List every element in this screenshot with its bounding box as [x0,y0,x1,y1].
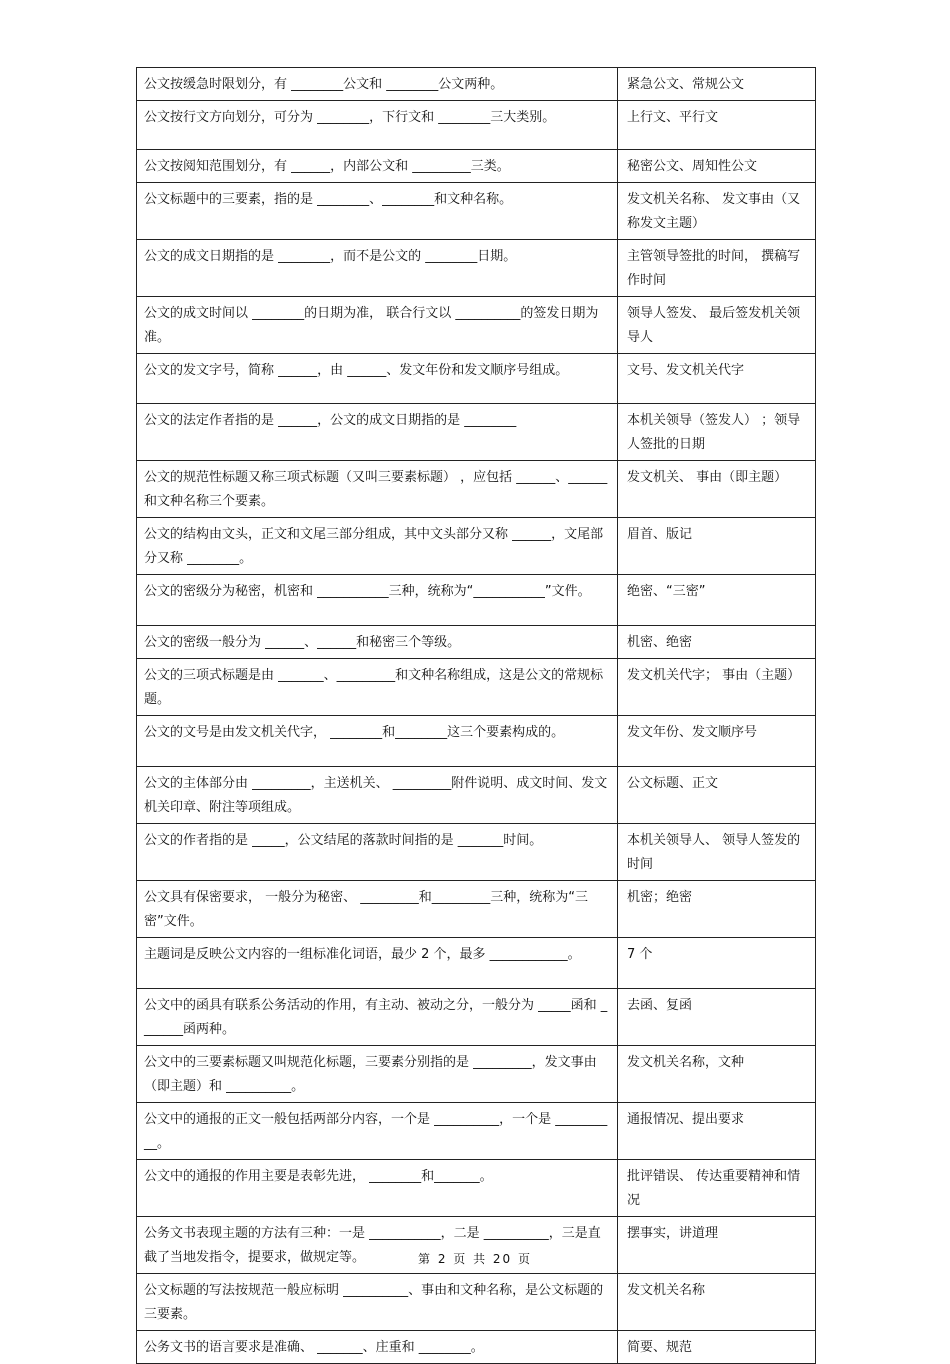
question-cell: 公文的法定作者指的是 ______，公文的成文日期指的是 ________ [137,404,618,461]
answer-cell: 批评错误、 传达重要精神和情况 [618,1160,816,1217]
answer-cell: 公文标题、正文 [618,767,816,824]
answer-cell: 上行文、平行文 [618,101,816,150]
question-cell: 公文的主体部分由 _________，主送机关、 _________附件说明、成文时间、发文机关印章、附注等项组成。 [137,767,618,824]
question-cell: 公文的作者指的是 _____，公文结尾的落款时间指的是 _______时间。 [137,824,618,881]
answer-cell: 发文机关名称、 发文事由（又称发文主题） [618,183,816,240]
table-row [137,518,816,575]
answer-cell: 秘密公文、周知性公文 [618,150,816,183]
table-row [137,461,816,518]
table-row [137,297,816,354]
table-row [137,767,816,824]
answer-cell: 发文机关、 事由（即主题） [618,461,816,518]
table-row [137,101,816,150]
table-row [137,1046,816,1103]
answer-cell: 摆事实，讲道理 [618,1217,816,1274]
question-cell: 公文的文号是由发文机关代字， ________和________这三个要素构成的。 [137,716,618,767]
answer-cell: 本机关领导（签发人） ；领导人签批的日期 [618,404,816,461]
answer-cell: 简要、规范 [618,1331,816,1364]
question-cell: 公务文书的语言要求是准确、 _______、庄重和 ________。 [137,1331,618,1364]
question-cell: 公文按行文方向划分，可分为 ________，下行文和 ________三大类别。 [137,101,618,150]
answer-cell: 通报情况、提出要求 [618,1103,816,1160]
table-row [137,881,816,938]
question-cell: 公文标题的写法按规范一般应标明 __________、事由和文种名称，是公文标题的三要素。 [137,1274,618,1331]
answer-cell: 紧急公文、常规公文 [618,68,816,101]
answer-cell: 发文机关名称 [618,1274,816,1331]
question-cell: 公文的规范性标题又称三项式标题（又叫三要素标题） ，应包括 ______、______和文种名称三个要素。 [137,461,618,518]
question-cell: 公文按缓急时限划分，有 ________公文和 ________公文两种。 [137,68,618,101]
answer-cell: 机密；绝密 [618,881,816,938]
table-row [137,824,816,881]
table-row [137,938,816,989]
question-cell: 主题词是反映公文内容的一组标准化词语，最少 2 个，最多 ____________。 [137,938,618,989]
question-cell: 公务文书表现主题的方法有三种：一是 ___________，二是 __________，三是直截了当地发指令，提要求，做规定等。 [137,1217,618,1274]
question-cell: 公文中的三要素标题又叫规范化标题，三要素分别指的是 _________，发文事由（即主题）和 __________。 [137,1046,618,1103]
question-cell: 公文的三项式标题是由 _______、_________和文种名称组成，这是公文的常规标题。 [137,659,618,716]
question-cell: 公文中的函具有联系公务活动的作用，有主动、被动之分，一般分为 _____函和 _______函两种。 [137,989,618,1046]
table-row [137,1103,816,1160]
table-row [137,575,816,626]
answer-cell: 发文年份、发文顺序号 [618,716,816,767]
table-row [137,183,816,240]
answer-cell: 领导人签发、 最后签发机关领导人 [618,297,816,354]
table-row [137,150,816,183]
qa-table [136,67,816,1364]
answer-cell: 绝密、“三密” [618,575,816,626]
page-number-footer: 第 2 页 共 20 页 [418,1252,532,1266]
table-row [137,1274,816,1331]
table-row [137,1160,816,1217]
question-cell: 公文中的通报的正文一般包括两部分内容，一个是 __________，一个是 __________。 [137,1103,618,1160]
question-cell: 公文的密级一般分为 ______、______和秘密三个等级。 [137,626,618,659]
table-row [137,68,816,101]
answer-cell: 7 个 [618,938,816,989]
question-cell: 公文按阅知范围划分，有 ______，内部公文和 _________三类。 [137,150,618,183]
question-cell: 公文的结构由文头，正文和文尾三部分组成，其中文头部分又称 ______，文尾部分又称 ________。 [137,518,618,575]
answer-cell: 发文机关代字； 事由（主题） [618,659,816,716]
answer-cell: 本机关领导人、 领导人签发的时间 [618,824,816,881]
answer-cell: 主管领导签批的时间， 撰稿写作时间 [618,240,816,297]
table-row [137,1331,816,1364]
answer-cell: 发文机关名称，文种 [618,1046,816,1103]
question-cell: 公文中的通报的作用主要是表彰先进， ________和_______。 [137,1160,618,1217]
answer-cell: 机密、绝密 [618,626,816,659]
table-row [137,404,816,461]
answer-cell: 文号、发文机关代字 [618,354,816,404]
table-row [137,240,816,297]
table-row [137,626,816,659]
question-cell: 公文的发文字号，简称 ______，由 ______、发文年份和发文顺序号组成。 [137,354,618,404]
answer-cell: 去函、复函 [618,989,816,1046]
table-row [137,659,816,716]
question-cell: 公文标题中的三要素，指的是 ________、________和文种名称。 [137,183,618,240]
question-cell: 公文的成文时间以 ________的日期为准， 联合行文以 __________的签发日期为准。 [137,297,618,354]
table-row [137,716,816,767]
answer-cell: 眉首、版记 [618,518,816,575]
table-row [137,989,816,1046]
question-cell: 公文具有保密要求， 一般分为秘密、 _________和_________三种，统称为“三密”文件。 [137,881,618,938]
table-row [137,354,816,404]
question-cell: 公文的密级分为秘密，机密和 ___________三种，统称为“___________”文件。 [137,575,618,626]
question-cell: 公文的成文日期指的是 ________，而不是公文的 ________日期。 [137,240,618,297]
